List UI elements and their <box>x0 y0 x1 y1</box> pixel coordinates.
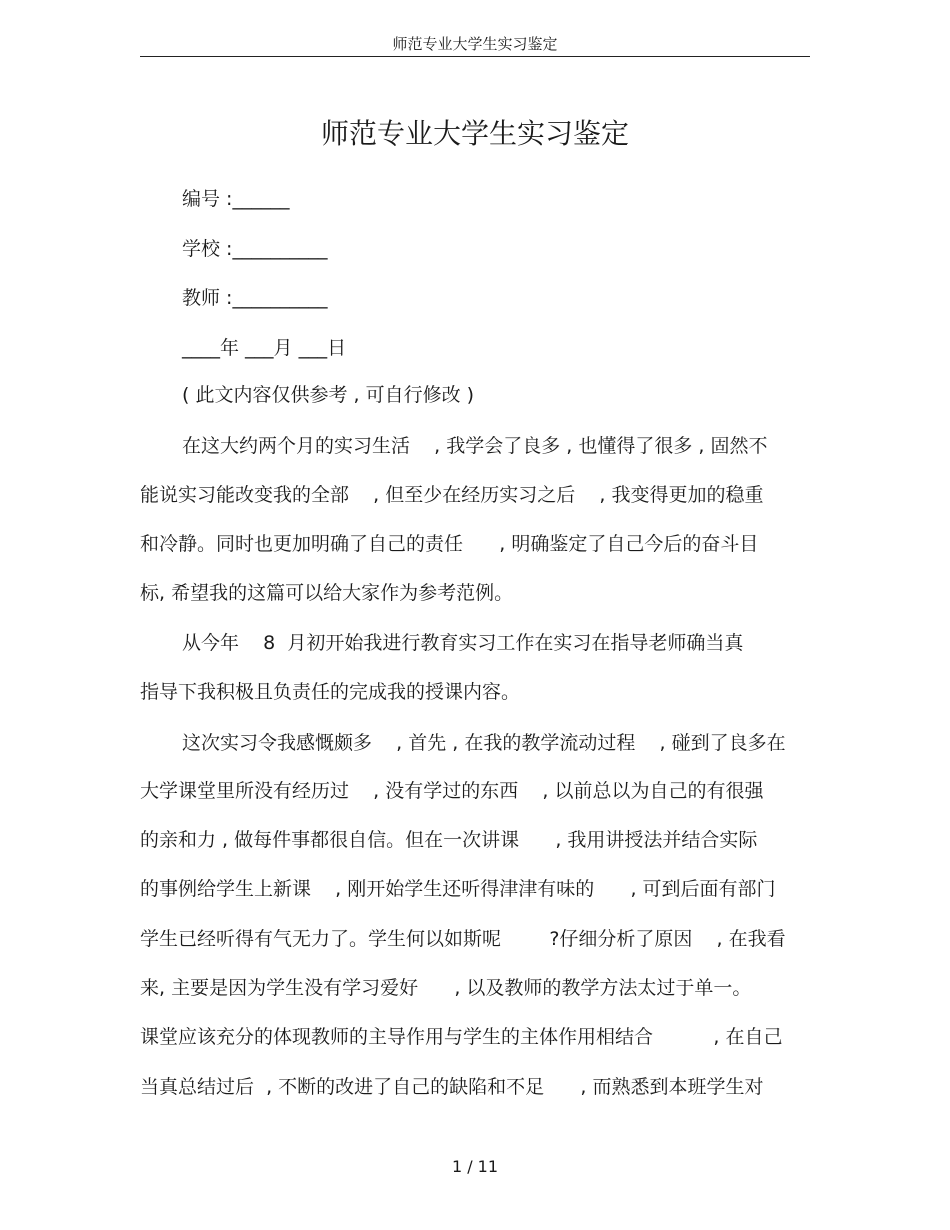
header-divider <box>140 56 810 57</box>
paragraph-line: 的事例给学生上新课 , 刚开始学生还听得津津有味的 , 可到后面有部门 <box>140 878 776 900</box>
field-number: 编号 :______ <box>182 188 290 210</box>
paragraph-line: 来, 主要是因为学生没有学习爱好 , 以及教师的教学方法太过于单一。 <box>140 977 752 999</box>
paragraph-line: 这次实习令我感慨颇多 , 首先 , 在我的教学流动过程 , 碰到了良多在 <box>182 732 786 754</box>
document-title: 师范专业大学生实习鉴定 <box>320 117 629 150</box>
page-number: 1 / 11 <box>451 1157 499 1176</box>
running-header-title: 师范专业大学生实习鉴定 <box>392 35 558 53</box>
disclaimer-note: ( 此文内容仅供参考 , 可自行修改 ) <box>182 384 475 406</box>
paragraph-line: 和冷静。同时也更加明确了自己的责任 , 明确鉴定了自己今后的奋斗目 <box>140 533 759 555</box>
field-school: 学校 :__________ <box>182 238 328 260</box>
field-date: ____年 ___月 ___日 <box>182 337 347 359</box>
paragraph-line: 标, 希望我的这篇可以给大家作为参考范例。 <box>140 582 514 604</box>
paragraph-line: 当真总结过后 , 不断的改进了自己的缺陷和不足 , 而熟悉到本班学生对 <box>140 1076 764 1098</box>
paragraph-line: 指导下我积极且负责任的完成我的授课内容。 <box>140 681 521 703</box>
paragraph-line: 在这大约两个月的实习生活 , 我学会了良多 , 也懂得了很多 , 固然不 <box>182 435 768 457</box>
field-teacher: 教师 :__________ <box>182 287 328 309</box>
paragraph-line: 能说实习能改变我的全部 , 但至少在经历实习之后 , 我变得更加的稳重 <box>140 484 764 506</box>
paragraph-line: 从今年 8 月初开始我进行教育实习工作在实习在指导老师确当真 <box>182 632 744 654</box>
paragraph-line: 课堂应该充分的体现教师的主导作用与学生的主体作用相结合 , 在自己 <box>140 1026 783 1048</box>
paragraph-line: 的亲和力 , 做每件事都很自信。但在一次讲课 , 我用讲授法并结合实际 <box>140 829 758 851</box>
paragraph-line: 学生已经听得有气无力了。学生何以如斯呢 ?仔细分析了原因 , 在我看 <box>140 928 786 950</box>
paragraph-line: 大学课堂里所没有经历过 , 没有学过的东西 , 以前总以为自己的有很强 <box>140 780 764 802</box>
